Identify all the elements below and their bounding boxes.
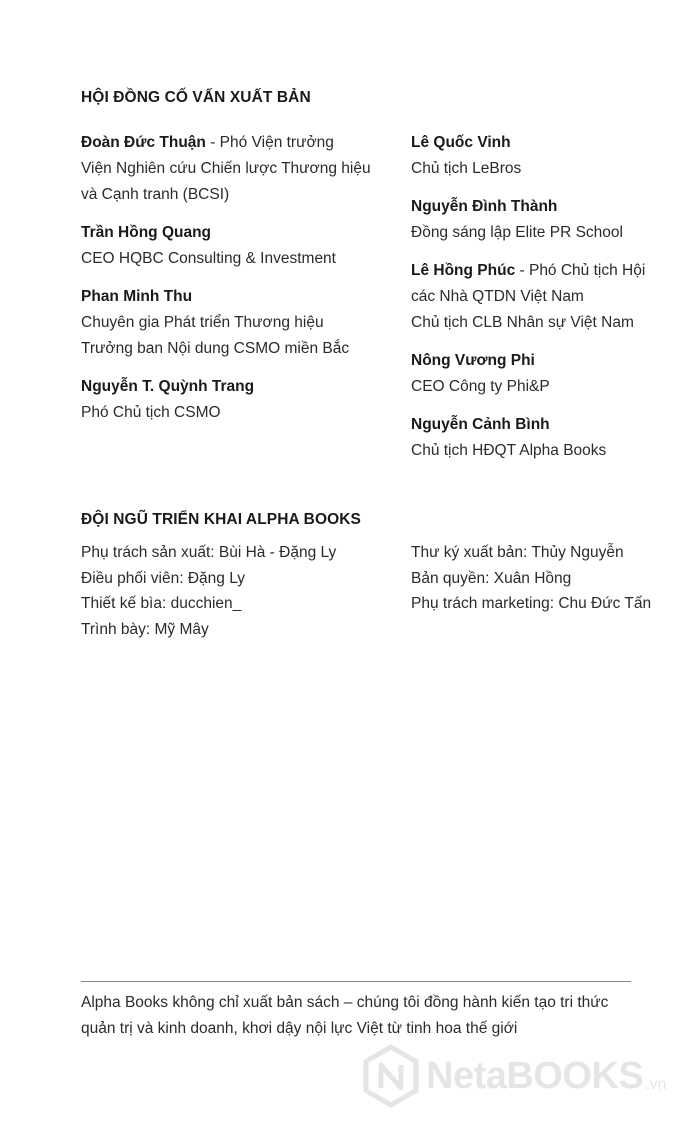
tagline-line: Alpha Books không chỉ xuất bản sách – chúng tôi đồng hành kiến tạo tri thức [81, 994, 609, 1011]
advisor-name: Đoàn Đức Thuận [81, 134, 206, 151]
advisor-title: Phó Chủ tịch CSMO [81, 404, 221, 421]
team-credit: Thiết kế bìa: ducchien_ [81, 595, 242, 612]
team-credit: Phụ trách sản xuất: Bùi Hà - Đặng Ly [81, 544, 337, 561]
watermark-brand: NetaBOOKS [426, 1054, 644, 1097]
advisor-title-inline: - Phó Chủ tịch Hội [515, 262, 646, 279]
advisor-title: Chủ tịch LeBros [411, 160, 522, 177]
team-credit: Trình bày: Mỹ Mây [81, 620, 209, 638]
team-credit: Bản quyền: Xuân Hồng [411, 569, 572, 587]
advisor-title: CEO Công ty Phi&P [411, 378, 550, 395]
advisor-name: Nông Vương Phi [411, 352, 535, 369]
advisor-title: các Nhà QTDN Việt Nam [411, 288, 584, 305]
advisor-name: Lê Quốc Vinh [411, 134, 511, 151]
advisor-entry [81, 374, 381, 426]
advisor-entry [81, 284, 381, 362]
advisor-title: Chuyên gia Phát triển Thương hiệu [81, 314, 324, 331]
team-credit: Điều phối viên: Đặng Ly [81, 569, 245, 587]
netabooks-watermark [362, 1044, 667, 1108]
advisor-title: Đồng sáng lập Elite PR School [411, 224, 623, 241]
footer-tagline [81, 990, 641, 1042]
watermark-suffix: .vn [645, 1076, 667, 1093]
team-left-column [81, 540, 381, 642]
advisor-name: Trần Hồng Quang [81, 224, 212, 241]
advisor-title: Chủ tịch CLB Nhân sự Việt Nam [411, 314, 634, 331]
advisor-entry [81, 220, 381, 272]
advisor-name: Nguyễn Cảnh Bình [411, 416, 550, 433]
tagline-line: quản trị và kinh doanh, khơi dậy nội lực Việt từ tinh hoa thế giới [81, 1020, 518, 1037]
team-credit: Phụ trách marketing: Chu Đức Tấn [411, 595, 652, 612]
advisor-entry [411, 130, 691, 182]
advisor-entry [81, 130, 381, 208]
advisor-name: Lê Hồng Phúc [411, 262, 516, 279]
advisor-entry [411, 412, 691, 464]
advisory-right-column [411, 130, 691, 476]
advisor-entry [411, 348, 691, 400]
advisor-entry [411, 258, 691, 336]
advisory-left-column [81, 130, 381, 438]
advisor-title: Viện Nghiên cứu Chiến lược Thương hiệu [81, 160, 371, 177]
netabooks-logo-icon [362, 1044, 420, 1108]
team-right-column [411, 540, 696, 617]
team-credit: Thư ký xuất bản: Thủy Nguyễn [411, 544, 624, 561]
advisory-board-title: HỘI ĐỒNG CỐ VẤN XUẤT BẢN [81, 89, 311, 106]
advisor-title: CEO HQBC Consulting & Investment [81, 250, 336, 267]
advisor-name: Phan Minh Thu [81, 288, 193, 305]
advisor-name: Nguyễn Đình Thành [411, 198, 558, 215]
footer-divider [81, 981, 631, 982]
advisor-title-inline: - Phó Viện trưởng [205, 134, 334, 151]
advisor-entry [411, 194, 691, 246]
team-title: ĐỘI NGŨ TRIỂN KHAI ALPHA BOOKS [81, 511, 361, 528]
advisor-name: Nguyễn T. Quỳnh Trang [81, 378, 255, 395]
advisor-title: Chủ tịch HĐQT Alpha Books [411, 442, 607, 459]
advisor-title: Trưởng ban Nội dung CSMO miền Bắc [81, 340, 350, 357]
advisor-title: và Cạnh tranh (BCSI) [81, 186, 230, 203]
